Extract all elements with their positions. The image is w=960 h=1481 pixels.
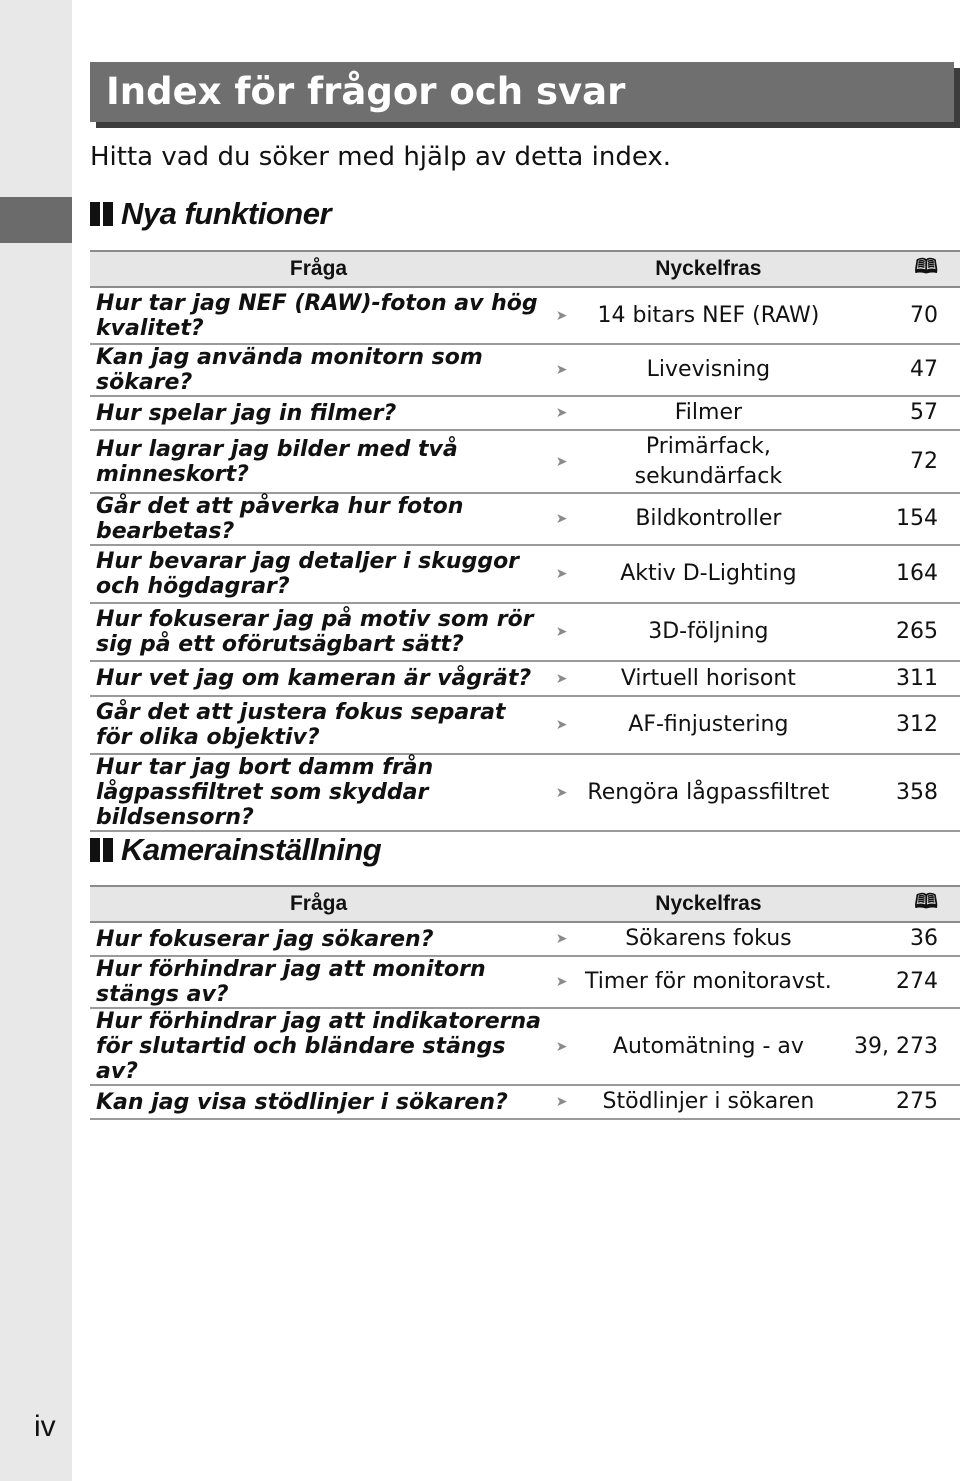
question-cell: Hur fokuserar jag sökaren? [90,922,547,956]
section-heading-kamerainstallning [90,832,381,868]
table-row [90,1008,960,1085]
question-cell: Hur förhindrar jag att monitorn stängs av? [90,956,547,1008]
keyword-cell: 3D-följning [576,603,840,661]
question-cell: Hur tar jag bort damm från lågpassfiltret som skyddar bildsensorn? [90,754,547,831]
page-cell: 274 [841,956,960,1008]
question-cell: Hur vet jag om kameran är vågrät? [90,661,547,696]
qa-table-nya-funktioner [90,250,960,832]
header-keyword: Nyckelfras [576,886,840,922]
arrow-icon: ➤ [547,1085,576,1119]
page-cell: 47 [841,344,960,396]
question-cell: Hur bevarar jag detaljer i skuggor och högdagrar? [90,545,547,603]
arrow-icon: ➤ [547,956,576,1008]
arrow-icon: ➤ [547,545,576,603]
question-cell: Går det att justera fokus separat för olika objektiv? [90,696,547,754]
question-cell: Går det att påverka hur foton bearbetas? [90,493,547,545]
table-row [90,493,960,545]
page-cell: 311 [841,661,960,696]
intro-text: Hitta vad du söker med hjälp av detta index. [90,142,672,172]
header-keyword: Nyckelfras [576,251,840,287]
table-row [90,545,960,603]
question-cell: Hur fokuserar jag på motiv som rör sig på ett oförutsägbart sätt? [90,603,547,661]
page-cell: 312 [841,696,960,754]
page-cell: 154 [841,493,960,545]
table-header-row [90,886,960,922]
table-row [90,661,960,696]
book-icon: 🕮 [914,256,938,278]
arrow-icon: ➤ [547,344,576,396]
page-cell: 70 [841,287,960,344]
page-cell: 72 [841,430,960,493]
section-marker-icon [90,202,113,226]
table-row [90,396,960,430]
table-header-row [90,251,960,287]
keyword-cell: Primärfack, sekundärfack [576,430,840,493]
arrow-icon: ➤ [547,603,576,661]
header-page [841,251,960,287]
question-cell: Hur lagrar jag bilder med två minneskort? [90,430,547,493]
page-cell: 358 [841,754,960,831]
page-title: Index för frågor och svar [90,62,954,122]
table-row [90,603,960,661]
page-cell: 265 [841,603,960,661]
header-arrow-spacer [547,886,576,922]
keyword-cell: Livevisning [576,344,840,396]
arrow-icon: ➤ [547,396,576,430]
arrow-icon: ➤ [547,661,576,696]
question-cell: Kan jag visa stödlinjer i sökaren? [90,1085,547,1119]
section-title: Kamerainställning [121,832,382,867]
keyword-cell: Virtuell horisont [576,661,840,696]
arrow-icon: ➤ [547,696,576,754]
arrow-icon: ➤ [547,922,576,956]
arrow-icon: ➤ [547,1008,576,1085]
keyword-cell: 14 bitars NEF (RAW) [576,287,840,344]
page-cell: 57 [841,396,960,430]
keyword-cell: Bildkontroller [576,493,840,545]
arrow-icon: ➤ [547,754,576,831]
keyword-cell: Automätning - av [576,1008,840,1085]
header-question: Fråga [90,886,547,922]
keyword-cell: Aktiv D-Lighting [576,545,840,603]
table-row [90,1085,960,1119]
header-question: Fråga [90,251,547,287]
table-row [90,696,960,754]
question-cell: Kan jag använda monitorn som sökare? [90,344,547,396]
arrow-icon: ➤ [547,430,576,493]
table-row [90,754,960,831]
header-page [841,886,960,922]
keyword-cell: Timer för monitoravst. [576,956,840,1008]
section-heading-nya-funktioner [90,196,331,232]
keyword-cell: AF-finjustering [576,696,840,754]
page-number: iv [34,1410,56,1443]
table-row [90,430,960,493]
arrow-icon: ➤ [547,287,576,344]
section-marker-icon [90,838,113,862]
question-cell: Hur tar jag NEF (RAW)-foton av hög kvalitet? [90,287,547,344]
chapter-tab [0,197,72,243]
keyword-cell: Stödlinjer i sökaren [576,1085,840,1119]
arrow-icon: ➤ [547,493,576,545]
keyword-cell: Rengöra lågpassfiltret [576,754,840,831]
table-row [90,287,960,344]
page-cell: 275 [841,1085,960,1119]
book-icon: 🕮 [914,891,938,913]
question-cell: Hur spelar jag in filmer? [90,396,547,430]
table-row [90,956,960,1008]
section-title: Nya funktioner [121,196,332,231]
qa-table-kamerainstallning [90,885,960,1120]
keyword-cell: Sökarens fokus [576,922,840,956]
table-row [90,922,960,956]
page-cell: 164 [841,545,960,603]
table-row [90,344,960,396]
keyword-cell: Filmer [576,396,840,430]
question-cell: Hur förhindrar jag att indikatorerna för slutartid och bländare stängs av? [90,1008,547,1085]
page-cell: 36 [841,922,960,956]
page-cell: 39, 273 [841,1008,960,1085]
header-arrow-spacer [547,251,576,287]
